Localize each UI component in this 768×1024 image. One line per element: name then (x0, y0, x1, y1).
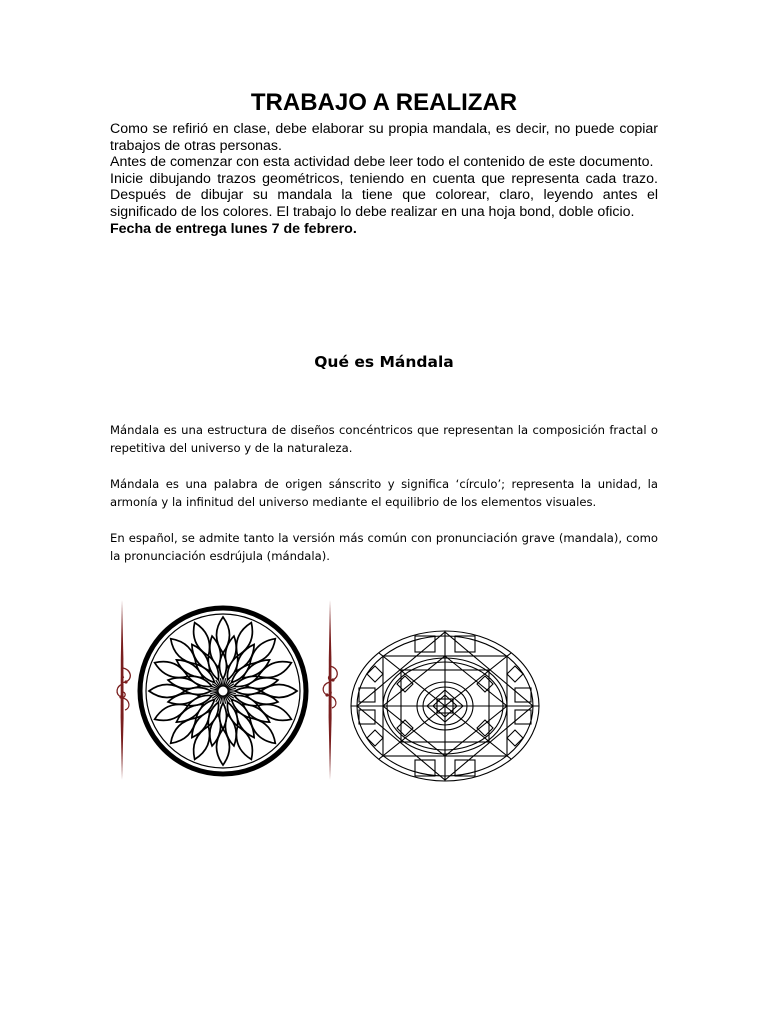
ornament-divider-left (113, 598, 137, 782)
intro-block (110, 121, 658, 237)
intro-paragraph: Como se refirió en clase, debe elaborar su propia mandala, es decir, no puede copiar trabajos de otras personas. (110, 121, 658, 154)
etymology-paragraph: Mándala es una palabra de origen sánscrito y significa ‘círculo’; representa la unidad, la armonía y la infinitud del universo mediante el equilibrio de los elementos visuales. (110, 477, 658, 509)
intro-paragraph: Antes de comenzar con esta actividad debe leer todo el contenido de este documento. (110, 154, 654, 171)
definition-paragraph: Mándala es una estructura de diseños concéntricos que representan la composición fractal o repetitiva del universo y de la naturaleza. (110, 423, 658, 455)
ornament-divider-middle (318, 598, 342, 782)
geometric-mandala (348, 628, 542, 784)
flower-mandala (137, 605, 309, 777)
intro-paragraph: Inicie dibujando trazos geométricos, teniendo en cuenta que representa cada trazo. Después de dibujar su mandala la tiene que colorear, claro, leyendo antes el significado de los colores. El trabajo lo debe realizar en una hoja bond, doble oficio. (110, 170, 658, 220)
page-title: TRABAJO A REALIZAR (250, 89, 518, 116)
pronunciation-paragraph: En español, se admite tanto la versión más común con pronunciación grave (mandala), como la pronunciación esdrújula (mándala). (110, 531, 658, 563)
section-title: Qué es Mándala (314, 353, 454, 371)
deadline-text: Fecha de entrega lunes 7 de febrero. (110, 220, 357, 237)
